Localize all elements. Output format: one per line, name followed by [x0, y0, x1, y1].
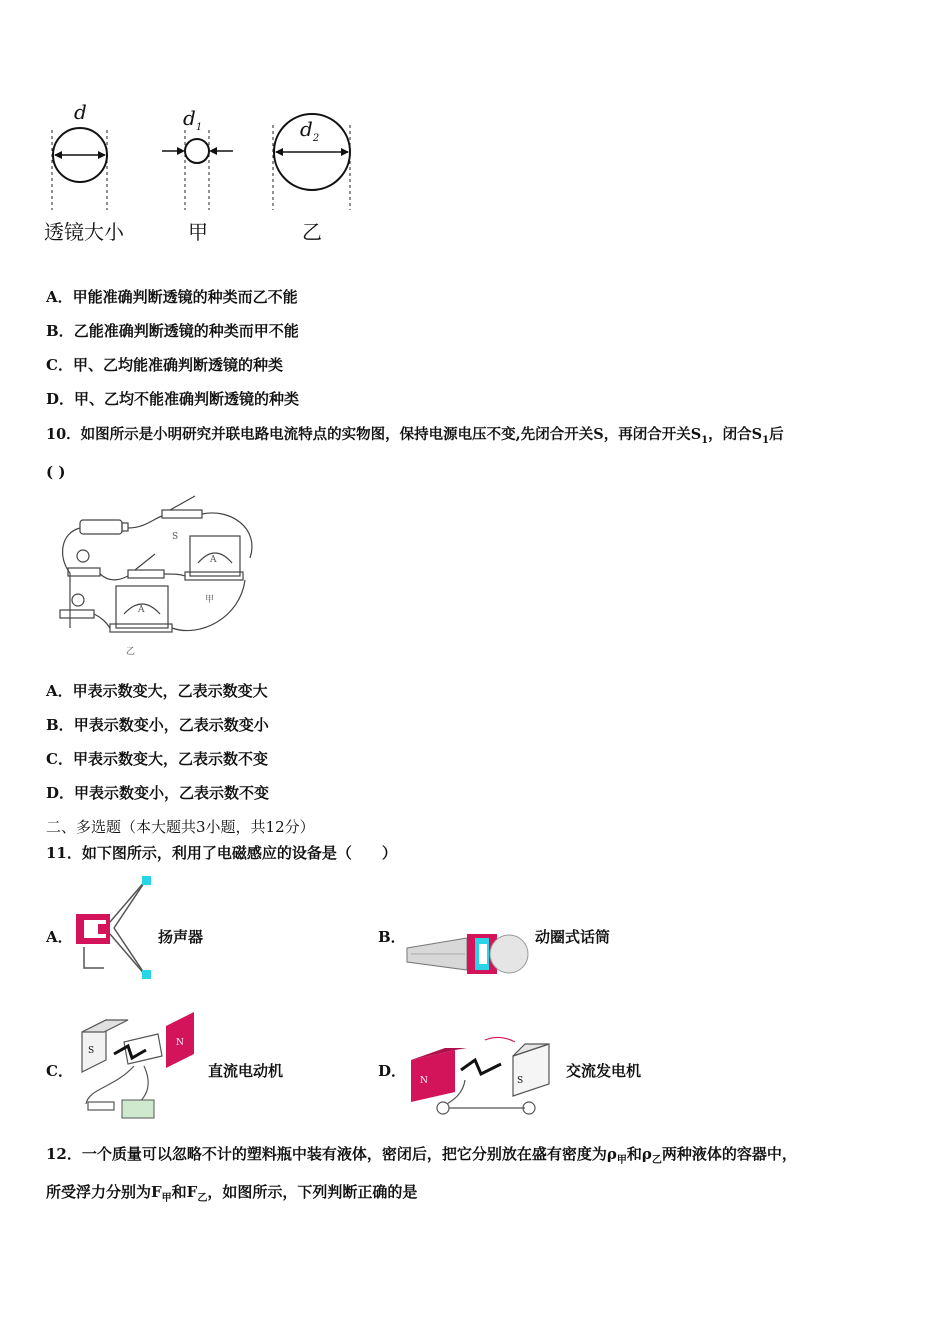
- speaker-bottom-cap: [142, 970, 151, 979]
- q11-caption-a: 扬声器: [158, 928, 204, 946]
- microphone-head: [490, 935, 528, 973]
- d2-label: $d_2$: [300, 117, 320, 144]
- lens-size-circle: [52, 128, 107, 210]
- dc-motor-s-label: S: [88, 1046, 95, 1056]
- q11-caption-c: 直流电动机: [208, 1062, 284, 1080]
- q11-caption-b: 动圈式话筒: [535, 928, 611, 946]
- q11-caption-d: 交流发电机: [566, 1062, 642, 1080]
- q9-option-d: D．甲、乙均不能准确判断透镜的种类: [46, 390, 300, 408]
- circuit-label-a2: A: [138, 605, 145, 615]
- dc-motor-figure: [74, 1008, 206, 1122]
- q11-stem: 11．如下图所示，利用了电磁感应的设备是（ ）: [46, 844, 397, 862]
- section-2-heading: 二、多选题（本大题共3小题，共12分）: [46, 818, 315, 836]
- ac-generator-figure: [405, 1030, 563, 1122]
- lens-size-label: 透镜大小: [44, 220, 124, 244]
- jia-label: 甲: [188, 220, 208, 244]
- d1-label: $d_1$: [183, 106, 203, 133]
- q10-option-c: C．甲表示数变大，乙表示数不变: [46, 750, 268, 768]
- ac-generator-svg: [405, 1030, 563, 1122]
- dc-motor-n-label: N: [176, 1038, 184, 1048]
- q10-stem: 10．如图所示是小明研究并联电路电流特点的实物图，保持电源电压不变,先闭合开关S，再闭合开关$S_1$，闭合$S_1$后: [46, 426, 784, 446]
- microphone-figure: [405, 924, 529, 986]
- yi-label: 乙: [302, 220, 322, 244]
- dc-motor-svg: [74, 1008, 206, 1122]
- q12-line2: 所受浮力分别为$F_甲$和$F_乙$，如图所示，下列判断正确的是: [46, 1183, 418, 1204]
- speaker-figure: [74, 872, 156, 984]
- q9-option-a: A．甲能准确判断透镜的种类而乙不能: [46, 288, 298, 306]
- circuit-label-s: S: [172, 532, 179, 542]
- speaker-svg: [74, 872, 156, 984]
- speaker-top-cap: [142, 876, 151, 885]
- q9-option-c: C．甲、乙均能准确判断透镜的种类: [46, 356, 283, 374]
- q10-option-d: D．甲表示数变小，乙表示数不变: [46, 784, 270, 802]
- q10-option-b: B．甲表示数变小，乙表示数变小: [46, 716, 269, 734]
- q11-letter-a: A．: [46, 928, 73, 946]
- q11-letter-d: D．: [378, 1062, 407, 1080]
- ac-generator-n-label: N: [420, 1076, 428, 1086]
- q11-letter-b: B．: [378, 928, 406, 946]
- q10-option-a: A．甲表示数变大，乙表示数变大: [46, 682, 268, 700]
- ac-generator-s-label: S: [517, 1076, 524, 1086]
- circuit-svg: [50, 488, 265, 658]
- jia-circle: [162, 130, 233, 210]
- circuit-label-yi: 乙: [126, 647, 136, 657]
- q10-paren: ( ): [46, 463, 66, 481]
- circuit-label-a1: A: [210, 555, 217, 565]
- q12-line1: 12．一个质量可以忽略不计的塑料瓶中装有液体，密闭后，把它分别放在盛有密度为$\rho_甲$和$\rho_乙$两种液体的容器中，: [46, 1145, 797, 1166]
- q9-option-b: B．乙能准确判断透镜的种类而甲不能: [46, 322, 299, 340]
- circuit-label-jia: 甲: [205, 595, 215, 605]
- d-label: d: [74, 100, 87, 124]
- microphone-svg: [405, 924, 529, 986]
- q11-letter-c: C．: [46, 1062, 73, 1080]
- circuit-figure: [50, 488, 265, 658]
